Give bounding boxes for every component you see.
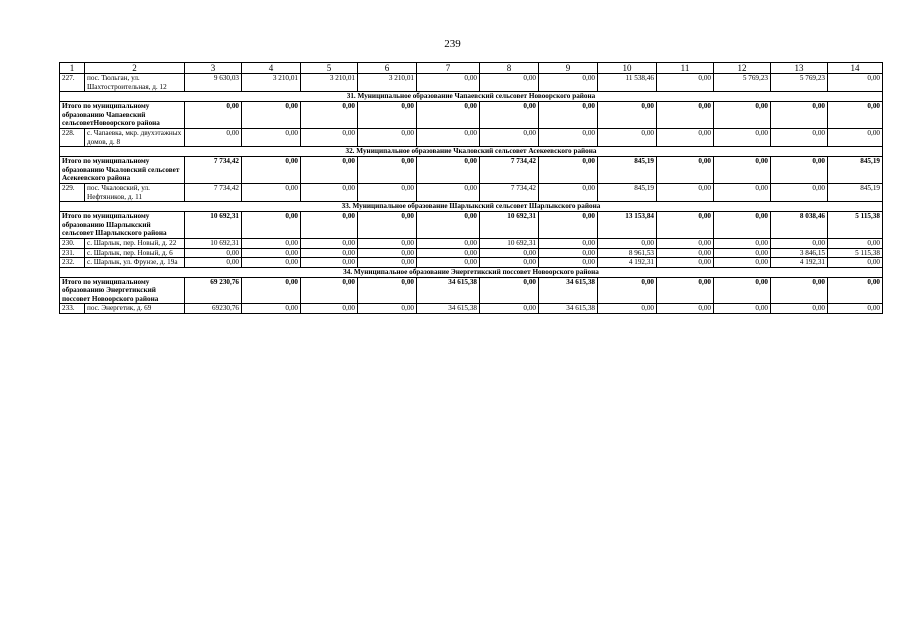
address-cell: с. Шарлык, пер. Новый, д. 22 [85,238,185,248]
column-header: 7 [417,63,480,74]
value-cell-col-12: 0,00 [714,183,771,201]
value-cell-col-13: 0,00 [771,128,828,146]
row-number: 232. [60,258,85,268]
value-cell-col-6: 0,00 [358,248,417,258]
column-header: 1 [60,63,85,74]
value-cell-col-9: 0,00 [539,248,598,258]
value-cell-col-9: 0,00 [539,74,598,92]
subtotal-row [60,102,883,129]
value-cell-col-11: 0,00 [657,157,714,184]
subtotal-row [60,157,883,184]
column-header: 2 [85,63,185,74]
section-heading-row [60,267,883,277]
value-cell-col-7: 0,00 [417,102,480,129]
value-cell-col-13: 0,00 [771,157,828,184]
value-cell-col-3: 7 734,42 [185,157,242,184]
value-cell-col-13: 0,00 [771,183,828,201]
table-row [60,238,883,248]
value-cell-col-13: 5 769,23 [771,74,828,92]
value-cell-col-10: 11 538,46 [598,74,657,92]
value-cell-col-9: 0,00 [539,212,598,239]
value-cell-col-11: 0,00 [657,183,714,201]
page-number: 239 [444,38,461,50]
value-cell-col-6: 0,00 [358,304,417,314]
value-cell-col-8: 7 734,42 [480,157,539,184]
value-cell-col-9: 34 615,38 [539,277,598,304]
value-cell-col-4: 3 210,01 [242,74,301,92]
value-cell-col-7: 0,00 [417,258,480,268]
value-cell-col-11: 0,00 [657,258,714,268]
value-cell-col-7: 0,00 [417,248,480,258]
value-cell-col-6: 0,00 [358,238,417,248]
value-cell-col-6: 0,00 [358,157,417,184]
value-cell-col-13: 0,00 [771,238,828,248]
value-cell-col-10: 0,00 [598,277,657,304]
value-cell-col-14: 0,00 [828,258,883,268]
value-cell-col-14: 0,00 [828,277,883,304]
value-cell-col-3: 69 230,76 [185,277,242,304]
value-cell-col-5: 0,00 [301,212,358,239]
value-cell-col-11: 0,00 [657,128,714,146]
value-cell-col-12: 0,00 [714,277,771,304]
value-cell-col-9: 0,00 [539,238,598,248]
value-cell-col-14: 0,00 [828,238,883,248]
value-cell-col-4: 0,00 [242,258,301,268]
value-cell-col-5: 0,00 [301,258,358,268]
value-cell-col-11: 0,00 [657,102,714,129]
value-cell-col-8: 7 734,42 [480,183,539,201]
value-cell-col-10: 13 153,84 [598,212,657,239]
value-cell-col-6: 0,00 [358,212,417,239]
value-cell-col-7: 0,00 [417,157,480,184]
address-cell: с. Чапаевка, мкр. двухэтажных домов, д. 8 [85,128,185,146]
subtotal-label: Итого по муниципальному образованию Чкаловский сельсовет Асекеевского района [60,157,185,184]
table-body [60,63,883,314]
value-cell-col-3: 0,00 [185,248,242,258]
value-cell-col-10: 845,19 [598,183,657,201]
value-cell-col-12: 0,00 [714,304,771,314]
column-header: 4 [242,63,301,74]
value-cell-col-9: 0,00 [539,102,598,129]
value-cell-col-6: 0,00 [358,258,417,268]
section-heading-row [60,147,883,157]
value-cell-col-3: 0,00 [185,102,242,129]
row-number: 230. [60,238,85,248]
value-cell-col-10: 4 192,31 [598,258,657,268]
column-header: 8 [480,63,539,74]
subtotal-label: Итого по муниципальному образованию Энергетикский поссовет Новоорского района [60,277,185,304]
value-cell-col-8: 10 692,31 [480,212,539,239]
value-cell-col-11: 0,00 [657,277,714,304]
value-cell-col-6: 0,00 [358,183,417,201]
value-cell-col-7: 0,00 [417,74,480,92]
value-cell-col-11: 0,00 [657,304,714,314]
value-cell-col-14: 0,00 [828,102,883,129]
value-cell-col-13: 0,00 [771,102,828,129]
row-number: 233. [60,304,85,314]
value-cell-col-9: 0,00 [539,183,598,201]
value-cell-col-3: 0,00 [185,258,242,268]
table-row [60,74,883,92]
row-number: 229. [60,183,85,201]
value-cell-col-14: 5 115,38 [828,248,883,258]
column-header: 12 [714,63,771,74]
section-title: 34. Муниципальное образование Энергетикский поссовет Новоорского района [60,267,883,277]
value-cell-col-6: 0,00 [358,128,417,146]
address-cell: пос. Энергетик, д. 69 [85,304,185,314]
section-heading-row [60,202,883,212]
column-header: 3 [185,63,242,74]
value-cell-col-10: 0,00 [598,128,657,146]
value-cell-col-12: 0,00 [714,212,771,239]
value-cell-col-4: 0,00 [242,102,301,129]
value-cell-col-13: 0,00 [771,304,828,314]
value-cell-col-7: 34 615,38 [417,304,480,314]
section-heading-row [60,92,883,102]
value-cell-col-4: 0,00 [242,248,301,258]
value-cell-col-4: 0,00 [242,238,301,248]
value-cell-col-12: 5 769,23 [714,74,771,92]
value-cell-col-8: 0,00 [480,102,539,129]
value-cell-col-10: 0,00 [598,304,657,314]
register-table [59,62,883,314]
column-header: 10 [598,63,657,74]
value-cell-col-5: 0,00 [301,277,358,304]
value-cell-col-7: 0,00 [417,128,480,146]
value-cell-col-5: 0,00 [301,183,358,201]
value-cell-col-9: 0,00 [539,258,598,268]
value-cell-col-4: 0,00 [242,212,301,239]
address-cell: пос. Чкаловский, ул. Нефтяников, д. 11 [85,183,185,201]
value-cell-col-14: 0,00 [828,128,883,146]
value-cell-col-7: 0,00 [417,238,480,248]
value-cell-col-13: 4 192,31 [771,258,828,268]
value-cell-col-4: 0,00 [242,304,301,314]
header-row [60,63,883,74]
value-cell-col-14: 0,00 [828,304,883,314]
value-cell-col-4: 0,00 [242,157,301,184]
value-cell-col-14: 845,19 [828,157,883,184]
address-cell: с. Шарлык, пер. Новый, д. 6 [85,248,185,258]
value-cell-col-6: 0,00 [358,277,417,304]
column-header: 5 [301,63,358,74]
column-header: 9 [539,63,598,74]
value-cell-col-3: 0,00 [185,128,242,146]
column-header: 6 [358,63,417,74]
value-cell-col-4: 0,00 [242,128,301,146]
value-cell-col-14: 0,00 [828,74,883,92]
value-cell-col-9: 0,00 [539,157,598,184]
value-cell-col-13: 8 038,46 [771,212,828,239]
value-cell-col-5: 0,00 [301,128,358,146]
subtotal-label: Итого по муниципальному образованию Шарлыкский сельсовет Шарлыкского района [60,212,185,239]
table-row [60,183,883,201]
value-cell-col-9: 0,00 [539,128,598,146]
value-cell-col-10: 0,00 [598,238,657,248]
column-header: 14 [828,63,883,74]
section-title: 33. Муниципальное образование Шарлыкский сельсовет Шарлыкского района [60,202,883,212]
value-cell-col-12: 0,00 [714,157,771,184]
value-cell-col-7: 0,00 [417,212,480,239]
section-title: 31. Муниципальное образование Чапаевский сельсовет Новоорского района [60,92,883,102]
value-cell-col-5: 0,00 [301,102,358,129]
value-cell-col-8: 0,00 [480,74,539,92]
value-cell-col-9: 34 615,38 [539,304,598,314]
value-cell-col-3: 69230,76 [185,304,242,314]
value-cell-col-4: 0,00 [242,183,301,201]
value-cell-col-6: 0,00 [358,102,417,129]
section-title: 32. Муниципальное образование Чкаловский сельсовет Асекеевского района [60,147,883,157]
value-cell-col-10: 845,19 [598,157,657,184]
column-header: 11 [657,63,714,74]
address-cell: пос. Тюльган, ул. Шахтостроительная, д. 12 [85,74,185,92]
value-cell-col-5: 0,00 [301,248,358,258]
value-cell-col-11: 0,00 [657,212,714,239]
value-cell-col-8: 0,00 [480,304,539,314]
value-cell-col-3: 9 630,03 [185,74,242,92]
table-row [60,128,883,146]
value-cell-col-7: 34 615,38 [417,277,480,304]
value-cell-col-6: 3 210,01 [358,74,417,92]
value-cell-col-11: 0,00 [657,238,714,248]
value-cell-col-5: 0,00 [301,304,358,314]
value-cell-col-8: 0,00 [480,248,539,258]
value-cell-col-11: 0,00 [657,248,714,258]
row-number: 228. [60,128,85,146]
value-cell-col-11: 0,00 [657,74,714,92]
value-cell-col-3: 10 692,31 [185,238,242,248]
value-cell-col-8: 0,00 [480,277,539,304]
table-row [60,304,883,314]
value-cell-col-3: 10 692,31 [185,212,242,239]
value-cell-col-8: 0,00 [480,128,539,146]
value-cell-col-10: 8 961,53 [598,248,657,258]
value-cell-col-14: 845,19 [828,183,883,201]
value-cell-col-13: 3 846,15 [771,248,828,258]
table-row [60,258,883,268]
value-cell-col-5: 0,00 [301,238,358,248]
value-cell-col-8: 10 692,31 [480,238,539,248]
address-cell: с. Шарлык, ул. Фрунзе, д. 19а [85,258,185,268]
value-cell-col-12: 0,00 [714,102,771,129]
value-cell-col-14: 5 115,38 [828,212,883,239]
value-cell-col-13: 0,00 [771,277,828,304]
subtotal-row [60,212,883,239]
row-number: 227. [60,74,85,92]
column-header: 13 [771,63,828,74]
value-cell-col-10: 0,00 [598,102,657,129]
value-cell-col-12: 0,00 [714,248,771,258]
subtotal-row [60,277,883,304]
value-cell-col-7: 0,00 [417,183,480,201]
row-number: 231. [60,248,85,258]
value-cell-col-5: 3 210,01 [301,74,358,92]
value-cell-col-12: 0,00 [714,128,771,146]
value-cell-col-12: 0,00 [714,258,771,268]
value-cell-col-5: 0,00 [301,157,358,184]
value-cell-col-3: 7 734,42 [185,183,242,201]
value-cell-col-8: 0,00 [480,258,539,268]
subtotal-label: Итого по муниципальному образованию Чапаевский сельсоветНовоорского района [60,102,185,129]
table-row [60,248,883,258]
value-cell-col-12: 0,00 [714,238,771,248]
value-cell-col-4: 0,00 [242,277,301,304]
